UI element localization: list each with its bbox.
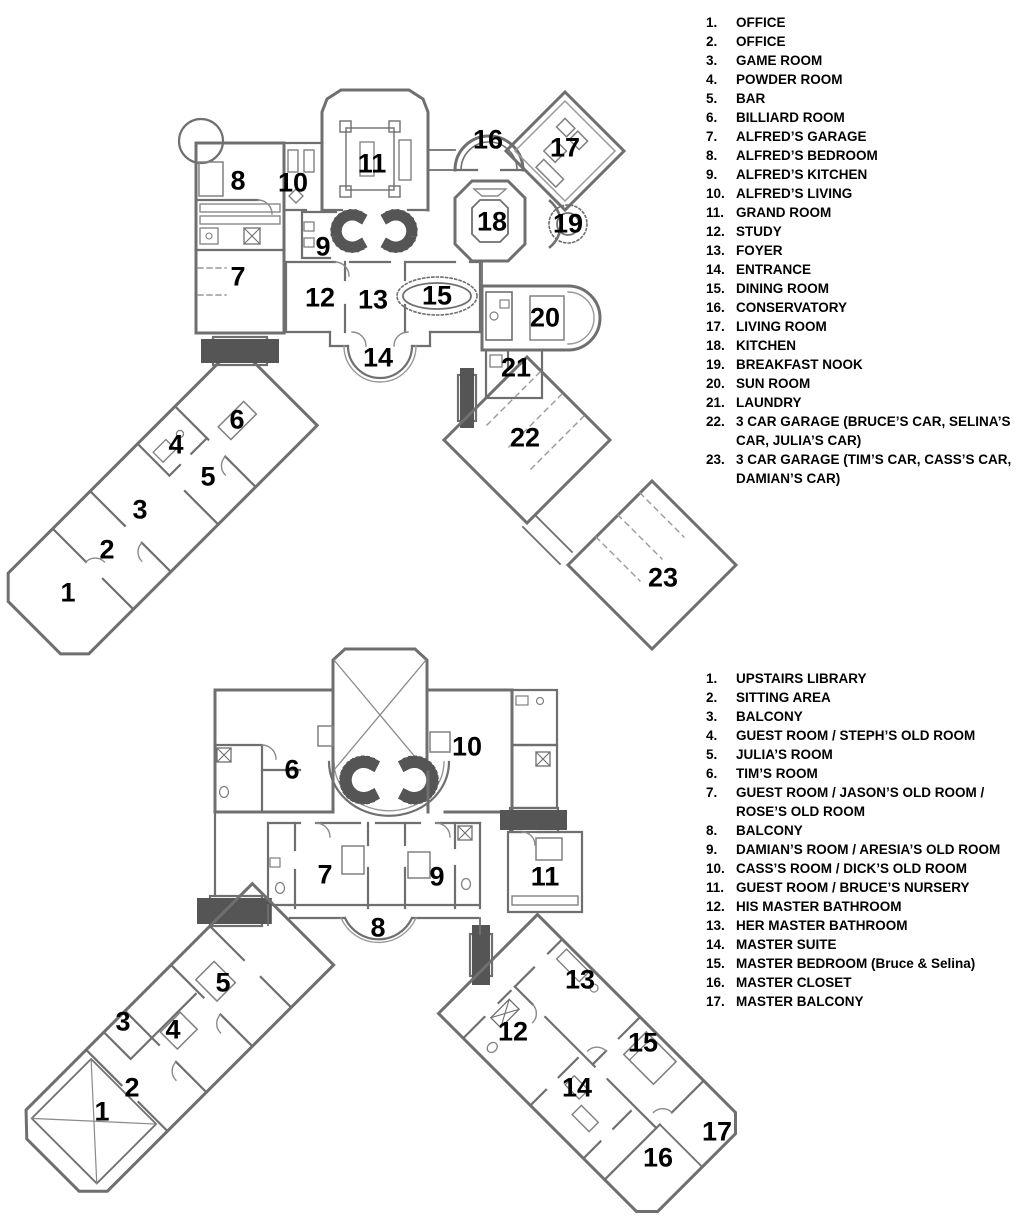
legend-item xyxy=(706,32,1022,51)
legend-item-number: 14. xyxy=(706,937,725,952)
room-number-label: 1 xyxy=(60,577,76,608)
legend-item-label: FOYER xyxy=(736,243,783,258)
legend-item-label: GUEST ROOM / STEPH’S OLD ROOM xyxy=(736,728,976,743)
legend-item xyxy=(706,222,1022,241)
legend-item-number: 4. xyxy=(706,728,718,743)
legend-item xyxy=(706,260,1022,279)
legend-item-label: SUN ROOM xyxy=(736,376,811,391)
legend-item-label: ALFRED’S LIVING xyxy=(736,186,853,201)
legend-item-number: 2. xyxy=(706,690,718,705)
room-number-label: 17 xyxy=(549,132,581,163)
legend-item xyxy=(706,412,1022,450)
legend-item xyxy=(706,146,1022,165)
legend-item-number: 17. xyxy=(706,319,725,334)
room-number-label: 10 xyxy=(277,167,309,198)
legend-item-number: 9. xyxy=(706,167,718,182)
legend-item-label: TIM’S ROOM xyxy=(736,766,818,781)
room-number-label: 6 xyxy=(284,754,300,785)
legend-item-number: 5. xyxy=(706,91,718,106)
legend-item xyxy=(706,393,1022,412)
tims-room-block xyxy=(215,690,333,896)
room-number-label: 4 xyxy=(168,429,184,460)
room-number-label: 13 xyxy=(357,284,389,315)
legend-item xyxy=(706,954,1022,973)
legend-item xyxy=(706,935,1022,954)
room-number-label: 12 xyxy=(497,1016,529,1047)
legend-item xyxy=(706,878,1022,897)
legend-item xyxy=(706,279,1022,298)
legend-item-label: JULIA’S ROOM xyxy=(736,747,833,762)
room-number-label: 8 xyxy=(230,165,246,196)
legend-item-number: 9. xyxy=(706,842,718,857)
legend-item xyxy=(706,450,1022,488)
legend-item-number: 7. xyxy=(706,785,718,800)
room-number-label: 4 xyxy=(165,1014,181,1045)
alfred-block xyxy=(179,119,284,333)
legend-item-label: LIVING ROOM xyxy=(736,319,827,334)
legend-item xyxy=(706,992,1022,1011)
room-number-label: 10 xyxy=(451,731,483,762)
room-number-label: 3 xyxy=(132,494,148,525)
legend-item xyxy=(706,70,1022,89)
legend-item xyxy=(706,336,1022,355)
legend-item-label: BALCONY xyxy=(736,823,803,838)
stairs-floor2-left xyxy=(210,896,492,976)
legend-floor1 xyxy=(706,13,1022,488)
legend-item xyxy=(706,688,1022,707)
legend-item-number: 10. xyxy=(706,861,725,876)
legend-item-number: 15. xyxy=(706,956,725,971)
room-number-label: 2 xyxy=(124,1072,140,1103)
legend-item xyxy=(706,916,1022,935)
room-number-label: 23 xyxy=(647,562,679,593)
legend-item-label: LAUNDRY xyxy=(736,395,802,410)
room-number-label: 13 xyxy=(564,964,596,995)
legend-item-label: BALCONY xyxy=(736,709,803,724)
legend-item-number: 13. xyxy=(706,243,725,258)
legend-item xyxy=(706,355,1022,374)
room-number-label: 2 xyxy=(99,534,115,565)
legend-item-number: 20. xyxy=(706,376,725,391)
legend-item-number: 3. xyxy=(706,709,718,724)
legend-item-label: MASTER SUITE xyxy=(736,937,837,952)
legend-item-label: GUEST ROOM / JASON’S OLD ROOM / ROSE’S OLD ROOM xyxy=(736,785,985,819)
legend-item xyxy=(706,726,1022,745)
legend-item-number: 15. xyxy=(706,281,725,296)
legend-item-number: 1. xyxy=(706,671,718,686)
legend-item-number: 6. xyxy=(706,110,718,125)
room-number-label: 7 xyxy=(230,261,246,292)
legend-item xyxy=(706,298,1022,317)
room-number-label: 8 xyxy=(370,912,386,943)
legend-item-label: GAME ROOM xyxy=(736,53,823,68)
legend-item-number: 22. xyxy=(706,414,725,429)
legend-item-label: ALFRED’S GARAGE xyxy=(736,129,867,144)
legend-item-number: 18. xyxy=(706,338,725,353)
legend-item-label: POWDER ROOM xyxy=(736,72,843,87)
legend-item-label: OFFICE xyxy=(736,34,786,49)
room-number-label: 1 xyxy=(94,1096,110,1127)
room-number-label: 7 xyxy=(317,859,333,890)
room-number-label: 11 xyxy=(357,148,387,179)
legend-item-label: UPSTAIRS LIBRARY xyxy=(736,671,867,686)
legend-item-number: 19. xyxy=(706,357,725,372)
legend-item xyxy=(706,184,1022,203)
legend-item-label: CASS’S ROOM / DICK’S OLD ROOM xyxy=(736,861,968,876)
legend-item xyxy=(706,745,1022,764)
room-number-label: 17 xyxy=(701,1116,733,1147)
legend-item-label: KITCHEN xyxy=(736,338,796,353)
legend-item xyxy=(706,165,1022,184)
room-number-label: 16 xyxy=(472,124,504,155)
legend-item-number: 13. xyxy=(706,918,725,933)
legend-item xyxy=(706,374,1022,393)
legend-item xyxy=(706,764,1022,783)
room-number-label: 14 xyxy=(561,1072,593,1103)
legend-item-label: BAR xyxy=(736,91,766,106)
room-number-label: 3 xyxy=(115,1006,131,1037)
legend-item-label: BILLIARD ROOM xyxy=(736,110,845,125)
legend-item-label: STUDY xyxy=(736,224,782,239)
stairs-floor1-left xyxy=(213,337,267,365)
room-number-label: 15 xyxy=(421,280,453,311)
legend-item-label: GRAND ROOM xyxy=(736,205,832,220)
legend-item xyxy=(706,241,1022,260)
legend-item-number: 3. xyxy=(706,53,718,68)
legend-item xyxy=(706,317,1022,336)
legend-item-label: MASTER CLOSET xyxy=(736,975,852,990)
legend-item-label: ALFRED’S BEDROOM xyxy=(736,148,878,163)
legend-item-label: MASTER BALCONY xyxy=(736,994,864,1009)
legend-item-label: DAMIAN’S ROOM / ARESIA’S OLD ROOM xyxy=(736,842,1001,857)
legend-item-label: MASTER BEDROOM (Bruce & Selina) xyxy=(736,956,976,971)
room-number-label: 6 xyxy=(229,404,245,435)
legend-item-label: ALFRED’S KITCHEN xyxy=(736,167,868,182)
legend-item-number: 14. xyxy=(706,262,725,277)
room-number-label: 14 xyxy=(362,342,394,373)
legend-item-number: 12. xyxy=(706,224,725,239)
legend-item-number: 8. xyxy=(706,148,718,163)
legend-item xyxy=(706,973,1022,992)
room-number-label: 5 xyxy=(200,461,216,492)
legend-item xyxy=(706,89,1022,108)
room-number-label: 12 xyxy=(304,282,336,313)
legend-item-label: ENTRANCE xyxy=(736,262,812,277)
room-number-label: 9 xyxy=(429,861,445,892)
room-number-label: 21 xyxy=(500,352,532,383)
room-number-label: 22 xyxy=(509,422,541,453)
wing-left-floor1 xyxy=(0,345,317,668)
wing-left-floor2 xyxy=(12,884,334,1206)
legend-item-label: DINING ROOM xyxy=(736,281,829,296)
curved-stairs-floor1 xyxy=(336,215,411,247)
rooms-7-9-band xyxy=(268,823,480,908)
legend-item-label: 3 CAR GARAGE (TIM’S CAR, CASS’S CAR, DAMIAN’S CAR) xyxy=(736,452,1012,486)
legend-item xyxy=(706,127,1022,146)
legend-item-number: 2. xyxy=(706,34,718,49)
legend-item-number: 17. xyxy=(706,994,725,1009)
room-number-label: 5 xyxy=(215,967,231,998)
legend-item xyxy=(706,897,1022,916)
legend-item-number: 16. xyxy=(706,300,725,315)
legend-item-number: 23. xyxy=(706,452,725,467)
room-number-label: 20 xyxy=(529,302,561,333)
legend-item xyxy=(706,840,1022,859)
legend-item-number: 21. xyxy=(706,395,725,410)
legend-item-number: 16. xyxy=(706,975,725,990)
legend-item-label: 3 CAR GARAGE (BRUCE’S CAR, SELINA’S CAR, JULIA’S CAR) xyxy=(736,414,1011,448)
room-number-label: 11 xyxy=(530,861,560,892)
legend-item-number: 11. xyxy=(706,205,725,220)
legend-item xyxy=(706,821,1022,840)
room-number-label: 15 xyxy=(627,1027,659,1058)
legend-item xyxy=(706,13,1022,32)
legend-item xyxy=(706,203,1022,222)
legend-item xyxy=(706,669,1022,688)
legend-item xyxy=(706,859,1022,878)
legend-item-number: 4. xyxy=(706,72,718,87)
room-number-label: 19 xyxy=(552,208,584,239)
legend-item-number: 6. xyxy=(706,766,718,781)
legend-item-label: GUEST ROOM / BRUCE’S NURSERY xyxy=(736,880,970,895)
legend-item-label: BREAKFAST NOOK xyxy=(736,357,863,372)
legend-item-label: SITTING AREA xyxy=(736,690,831,705)
legend-item-number: 12. xyxy=(706,899,725,914)
room-number-label: 18 xyxy=(476,206,508,237)
legend-item-number: 10. xyxy=(706,186,725,201)
legend-item-label: HER MASTER BATHROOM xyxy=(736,918,908,933)
legend-item-number: 7. xyxy=(706,129,718,144)
legend-item-label: CONSERVATORY xyxy=(736,300,848,315)
legend-item-number: 5. xyxy=(706,747,718,762)
legend-item-number: 8. xyxy=(706,823,718,838)
legend-floor2 xyxy=(706,669,1022,1011)
room-number-label: 16 xyxy=(642,1142,674,1173)
legend-item-label: OFFICE xyxy=(736,15,786,30)
stairs-floor2-right xyxy=(510,808,558,832)
legend-item-number: 1. xyxy=(706,15,718,30)
legend-item-number: 11. xyxy=(706,880,725,895)
legend-item xyxy=(706,51,1022,70)
room-number-label: 9 xyxy=(315,231,331,262)
legend-item-label: HIS MASTER BATHROOM xyxy=(736,899,902,914)
legend-item xyxy=(706,783,1022,821)
legend-item xyxy=(706,707,1022,726)
legend-item xyxy=(706,108,1022,127)
